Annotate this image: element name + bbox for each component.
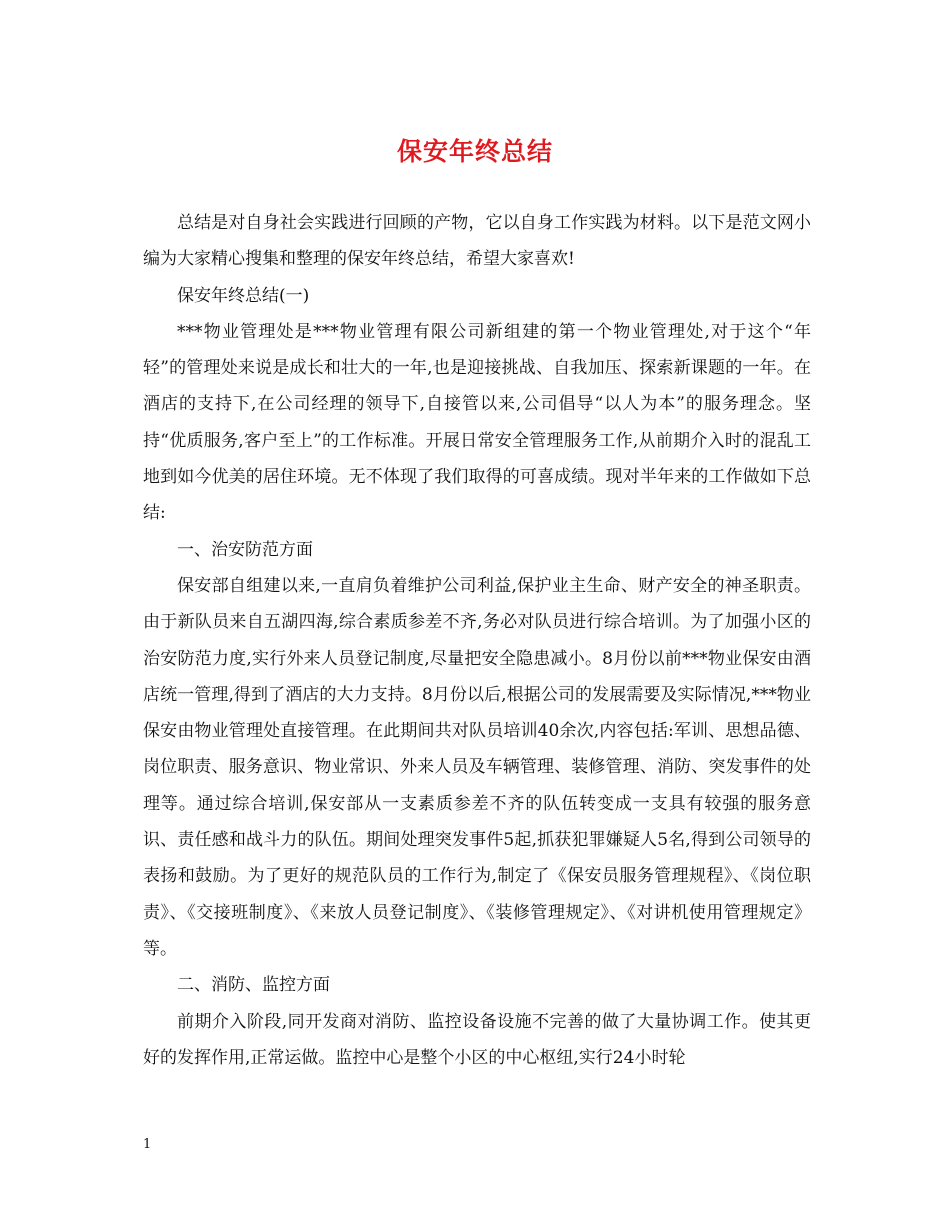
paragraph-overview: ***物业管理处是***物业管理有限公司新组建的第一个物业管理处,对于这个“年轻”的管理处来说是成长和壮大的一年,也是迎接挑战、自我加压、探索新课题的一年。在酒店的支持下,在公司经理的领导下,自接管以来,公司倡导“以人为本”的服务理念。坚持“优质服务,客户至上”的工作标准。开展日常安全管理服务工作,从前期介入时的混乱工地到如今优美的居住环境。无不体现了我们取得的可喜成绩。现对半年来的工作做如下总结: [143,321,811,524]
section-heading-security: 一、治安防范方面 [177,539,313,560]
paragraph-intro: 总结是对自身社会实践进行回顾的产物，它以自身工作实践为材料。以下是范文网小编为大家精心搜集和整理的保安年终总结，希望大家喜欢! [143,213,811,270]
document-body [143,205,811,1076]
paragraph-security: 保安部自组建以来,一直肩负着维护公司利益,保护业主生命、财产安全的神圣职责。由于新队员来自五湖四海,综合素质参差不齐,务必对队员进行综合培训。为了加强小区的治安防范力度,实行外来人员登记制度,尽量把安全隐患减小。8月份以前***物业保安由酒店统一管理,得到了酒店的大力支持。8月份以后,根据公司的发展需要及实际情况,***物业保安由物业管理处直接管理。在此期间共对队员培训40余次,内容包括:军训、思想品德、岗位职责、服务意识、物业常识、外来人员及车辆管理、装修管理、消防、突发事件的处理等。通过综合培训,保安部从一支素质参差不齐的队伍转变成一支具有较强的服务意识、责任感和战斗力的队伍。期间处理突发事件5起,抓获犯罪嫌疑人5名,得到公司领导的表扬和鼓励。为了更好的规范队员的工作行为,制定了《保安员服务管理规程》、《岗位职责》、《交接班制度》、《来放人员登记制度》、《装修管理规定》、《对讲机使用管理规定》等。 [143,575,811,959]
page-number: 1 [143,1137,152,1152]
section-heading-fire-monitoring: 二、消防、监控方面 [177,975,330,996]
paragraph-fire-monitoring: 前期介入阶段,同开发商对消防、监控设备设施不完善的做了大量协调工作。使其更好的发挥作用,正常运做。监控中心是整个小区的中心枢纽,实行24小时轮 [143,1011,811,1068]
page-title: 保安年终总结 [396,137,553,166]
section-heading-part-one: 保安年终总结(一) [177,285,310,306]
